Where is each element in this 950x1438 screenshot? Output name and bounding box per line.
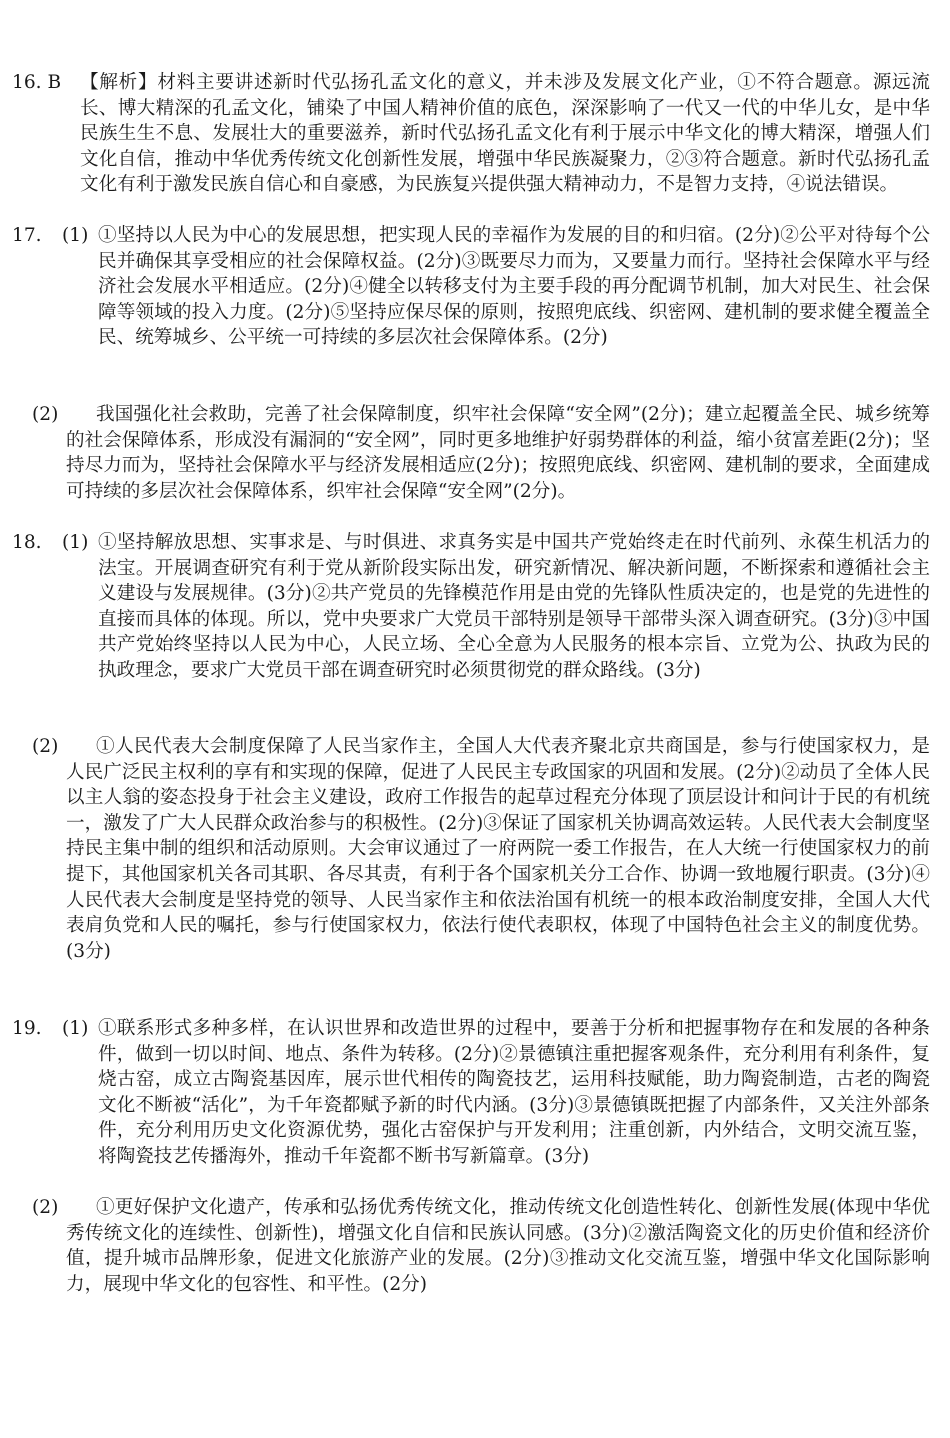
q18-part1-answer: ①坚持解放思想、实事求是、与时俱进、求真务实是中国共产党始终走在时代前列、永葆生机活力的法宝。开展调查研究有利于党从新阶段实际出发，研究新情况、解决新问题，不断探索和遵循社会主义建设与发展规律。(3分)②共产党员的先锋模范作用是由党的先锋队性质决定的，也是党的先进性的直接而具体的体现。所以，党中央要求广大党员干部特别是领导干部带头深入调查研究。(3分)③中国共产党始终坚持以人民为中心，人民立场、全心全意为人民服务的根本宗旨、立党为公、执政为民的执政理念，要求广大党员干部在调查研究时必须贯彻党的群众路线。(3分) xyxy=(98,532,930,681)
q17-part1-label: (1) xyxy=(62,225,89,246)
q19-part2-label: (2) xyxy=(32,1197,59,1218)
q17-part1-answer: ①坚持以人民为中心的发展思想，把实现人民的幸福作为发展的目的和归宿。(2分)②公平对待每个公民并确保其享受相应的社会保障权益。(2分)③既要尽力而为，又要量力而行。坚持社会保障水平与经济社会发展水平相适应。(2分)④健全以转移支付为主要手段的再分配调节机制，加大对民生、社会保障等领域的投入力度。(2分)⑤坚持应保尽保的原则，按照兜底线、织密网、建机制的要求健全覆盖全民、统筹城乡、公平统一可持续的多层次社会保障体系。(2分) xyxy=(98,225,930,349)
q19-part2-answer: ①更好保护文化遗产，传承和弘扬优秀传统文化，推动传统文化创造性转化、创新性发展(体现中华优秀传统文化的连续性、创新性)，增强文化自信和民族认同感。(3分)②激活陶瓷文化的历史价值和经济价值，提升城市品牌形象，促进文化旅游产业的发展。(2分)③推动文化交流互鉴，增强中华文化国际影响力，展现中华文化的包容性、和平性。(2分) xyxy=(66,1197,930,1295)
q18-number: 18. xyxy=(12,532,42,553)
q19-part1-answer: ①联系形式多种多样，在认识世界和改造世界的过程中，要善于分析和把握事物存在和发展的各种条件，做到一切以时间、地点、条件为转移。(2分)②景德镇注重把握客观条件，充分利用有利条件，复烧古窑，成立古陶瓷基因库，展示世代相传的陶瓷技艺，运用科技赋能，助力陶瓷制造，古老的陶瓷文化不断被“活化”，为千年瓷都赋予新的时代内涵。(3分)③景德镇既把握了内部条件，又关注外部条件，充分利用历史文化资源优势，强化古窑保护与开发利用；注重创新，内外结合，文明交流互鉴，将陶瓷技艺传播海外，推动千年瓷都不断书写新篇章。(3分) xyxy=(98,1018,930,1167)
q17-number: 17. xyxy=(12,225,42,246)
q18-part1-label: (1) xyxy=(62,532,89,553)
q18-part2-answer: ①人民代表大会制度保障了人民当家作主，全国人大代表齐聚北京共商国是，参与行使国家权力，是人民广泛民主权利的享有和实现的保障，促进了人民民主专政国家的巩固和发展。(2分)②动员了全体人民以主人翁的姿态投身于社会主义建设，政府工作报告的起草过程充分体现了顶层设计和问计于民的有机统一，激发了广大人民群众政治参与的积极性。(2分)③保证了国家机关协调高效运转。人民代表大会制度坚持民主集中制的组织和活动原则。大会审议通过了一府两院一委工作报告，在人大统一行使国家权力的前提下，其他国家机关各司其职、各尽其责，有利于各个国家机关分工合作、协调一致地履行职责。(3分)④人民代表大会制度是坚持党的领导、人民当家作主和依法治国有机统一的根本政治制度安排，全国人大代表肩负党和人民的嘱托，参与行使国家权力，依法行使代表职权，体现了中国特色社会主义的制度优势。(3分) xyxy=(66,736,930,962)
q19-number: 19. xyxy=(12,1018,42,1039)
q17-part2-answer: 我国强化社会救助，完善了社会保障制度，织牢社会保障“安全网”(2分)；建立起覆盖全民、城乡统筹的社会保障体系，形成没有漏洞的“安全网”，同时更多地维护好弱势群体的利益，缩小贫富差距(2分)；坚持尽力而为，坚持社会保障水平与经济发展相适应(2分)；按照兜底线、织密网、建机制的要求，全面建成可持续的多层次社会保障体系，织牢社会保障“安全网”(2分)。 xyxy=(66,404,930,502)
q16-answer: 【解析】材料主要讲述新时代弘扬孔孟文化的意义，并未涉及发展文化产业，①不符合题意。源远流长、博大精深的孔孟文化，铺染了中国人精神价值的底色，深深影响了一代又一代的中华儿女，是中华民族生生不息、发展壮大的重要滋养，新时代弘扬孔孟文化有利于展示中华文化的博大精深，增强人们文化自信，推动中华优秀传统文化创新性发展，增强中华民族凝聚力，②③符合题意。新时代弘扬孔孟文化有利于激发民族自信心和自豪感，为民族复兴提供强大精神动力，不是智力支持，④说法错误。 xyxy=(80,72,930,196)
q18-part2-label: (2) xyxy=(32,736,59,757)
q16-number: 16. B xyxy=(12,72,62,93)
q17-part2-label: (2) xyxy=(32,404,59,425)
q19-part1-label: (1) xyxy=(62,1018,89,1039)
